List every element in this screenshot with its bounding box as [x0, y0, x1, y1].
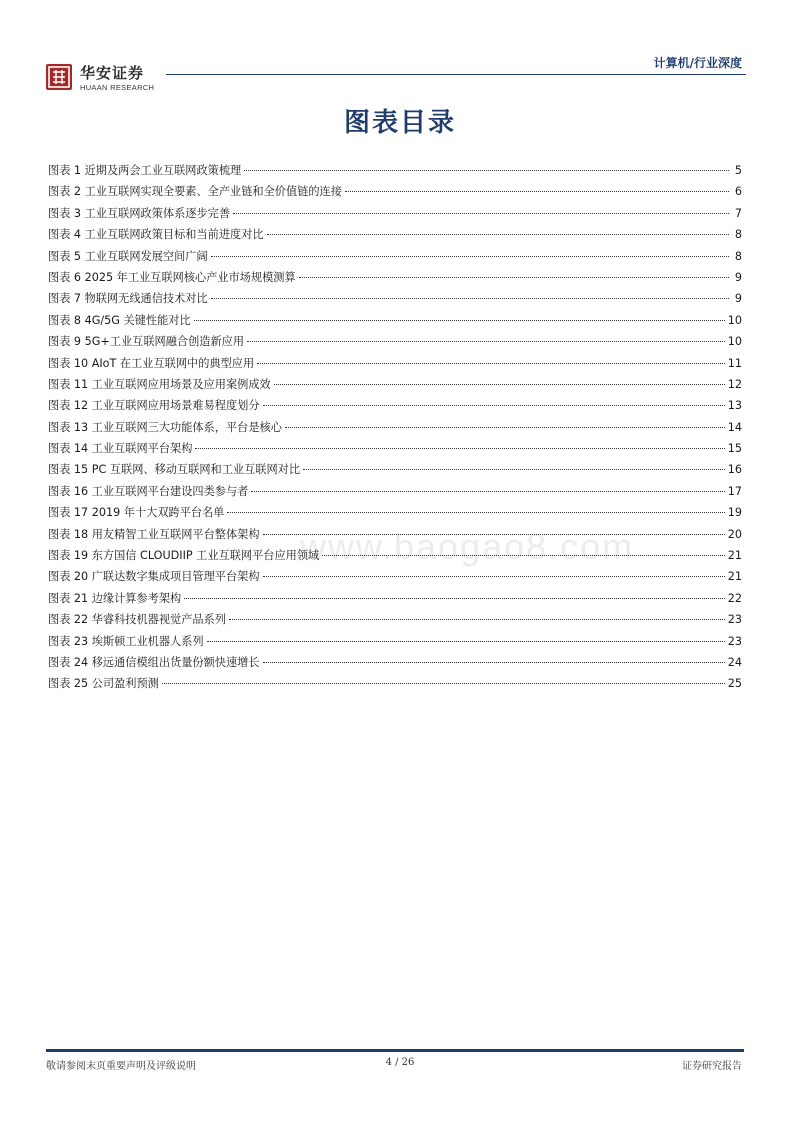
- header-divider: [166, 74, 746, 75]
- toc-entry[interactable]: [48, 395, 742, 416]
- toc-leader-dots: [247, 341, 725, 342]
- toc-entry-page: 12: [727, 377, 742, 391]
- toc-leader-dots: [263, 662, 725, 663]
- toc-entry-label: 图表 25 公司盈利预测: [48, 677, 159, 691]
- toc-entry-page: 11: [727, 356, 742, 370]
- toc-entry-label: 图表 13 工业互联网三大功能体系，平台是核心: [48, 420, 282, 434]
- toc-entry-label: 图表 6 2025 年工业互联网核心产业市场规模测算: [48, 270, 296, 284]
- toc-leader-dots: [322, 555, 725, 556]
- toc-entry[interactable]: [48, 310, 742, 331]
- toc-leader-dots: [211, 298, 729, 299]
- toc-entry[interactable]: [48, 459, 742, 480]
- toc-entry-page: 25: [727, 677, 742, 691]
- toc-entry-label: 图表 19 东方国信 CLOUDIIP 工业互联网平台应用领域: [48, 549, 320, 563]
- toc-leader-dots: [195, 448, 724, 449]
- toc-entry-page: 15: [727, 442, 742, 456]
- toc-entry-page: 17: [727, 484, 742, 498]
- toc-entry-label: 图表 3 工业互联网政策体系逐步完善: [48, 206, 231, 220]
- toc-entry[interactable]: [48, 566, 742, 587]
- footer-disclaimer: 敬请参阅末页重要声明及评级说明: [46, 1061, 196, 1072]
- toc-entry-label: 图表 1 近期及两会工业互联网政策梳理: [48, 164, 242, 177]
- toc-entry-label: 图表 9 5G+工业互联网融合创造新应用: [48, 335, 245, 349]
- toc-leader-dots: [207, 641, 725, 642]
- toc-leader-dots: [184, 598, 725, 599]
- toc-leader-dots: [211, 256, 729, 257]
- toc-leader-dots: [274, 384, 725, 385]
- toc-entry-label: 图表 7 物联网无线通信技术对比: [48, 292, 208, 306]
- toc-entry-label: 图表 20 广联达数字集成项目管理平台架构: [48, 570, 260, 584]
- toc-entry-page: 8: [734, 249, 742, 263]
- toc-entry-page: 9: [734, 292, 742, 306]
- toc-entry-page: 9: [734, 270, 742, 284]
- toc-entry-label: 图表 22 华睿科技机器视觉产品系列: [48, 613, 226, 627]
- toc-entry[interactable]: [48, 417, 742, 438]
- toc-entry-label: 图表 16 工业互联网平台建设四类参与者: [48, 484, 249, 498]
- toc-entry-label: 图表 21 边缘计算参考架构: [48, 591, 182, 605]
- toc-entry-page: 22: [727, 591, 742, 605]
- toc-entry[interactable]: [48, 267, 742, 288]
- toc-leader-dots: [251, 491, 724, 492]
- toc-entry[interactable]: [48, 652, 742, 673]
- toc-leader-dots: [345, 191, 729, 192]
- toc-entry[interactable]: [48, 181, 742, 202]
- toc-leader-dots: [233, 213, 729, 214]
- toc-leader-dots: [303, 469, 725, 470]
- toc-entry-page: 6: [734, 185, 742, 199]
- toc-leader-dots: [162, 683, 725, 684]
- toc-entry-label: 图表 14 工业互联网平台架构: [48, 442, 193, 456]
- toc-entry-page: 23: [727, 613, 742, 627]
- toc-leader-dots: [263, 534, 725, 535]
- page-title: 图表目录: [343, 108, 456, 138]
- toc-entry[interactable]: [48, 160, 742, 181]
- brand-name-cn: 华安证券: [80, 64, 145, 82]
- toc-entry[interactable]: [48, 203, 742, 224]
- toc-entry-page: 21: [727, 549, 742, 563]
- toc-entry[interactable]: [48, 631, 742, 652]
- toc-leader-dots: [257, 363, 725, 364]
- toc-entry[interactable]: [48, 545, 742, 566]
- toc-leader-dots: [299, 277, 729, 278]
- toc-entry-page: 23: [727, 634, 742, 648]
- toc-entry-label: 图表 17 2019 年十大双跨平台名单: [48, 506, 225, 520]
- toc-entry-page: 8: [734, 228, 742, 242]
- toc-entry[interactable]: [48, 588, 742, 609]
- toc-entry[interactable]: [48, 502, 742, 523]
- toc-entry-page: 7: [734, 206, 742, 220]
- toc-entry-page: 14: [727, 420, 742, 434]
- toc-entry-page: 16: [727, 463, 742, 477]
- toc-entry-page: 19: [727, 506, 742, 520]
- toc-leader-dots: [194, 320, 725, 321]
- report-category: 计算机/行业深度: [653, 56, 742, 70]
- toc-entry[interactable]: [48, 609, 742, 630]
- toc-entry-label: 图表 12 工业互联网应用场景难易程度划分: [48, 399, 260, 413]
- toc-entry[interactable]: [48, 673, 742, 694]
- toc-entry-page: 21: [727, 570, 742, 584]
- toc-entry-label: 图表 15 PC 互联网、移动互联网和工业互联网对比: [48, 463, 301, 477]
- toc-entry[interactable]: [48, 331, 742, 352]
- toc-entry[interactable]: [48, 438, 742, 459]
- toc-entry[interactable]: [48, 224, 742, 245]
- toc-entry-page: 5: [734, 164, 742, 177]
- toc-entry[interactable]: [48, 374, 742, 395]
- toc-entry-label: 图表 2 工业互联网实现全要素、全产业链和全价值链的连接: [48, 185, 342, 199]
- toc-leader-dots: [263, 576, 725, 577]
- toc-entry-label: 图表 11 工业互联网应用场景及应用案例成效: [48, 377, 271, 391]
- toc-leader-dots: [267, 234, 729, 235]
- toc-entry-label: 图表 18 用友精智工业互联网平台整体架构: [48, 527, 260, 541]
- footer-report-type: 证券研究报告: [682, 1061, 742, 1072]
- toc-entry[interactable]: [48, 524, 742, 545]
- footer-divider: [46, 1049, 744, 1052]
- toc-entry-label: 图表 10 AIoT 在工业互联网中的典型应用: [48, 356, 255, 370]
- toc-entry[interactable]: [48, 481, 742, 502]
- watermark: www.baogao8.com: [300, 526, 635, 567]
- toc-entry-label: 图表 4 工业互联网政策目标和当前进度对比: [48, 228, 264, 242]
- toc-entry-label: 图表 8 4G/5G 关键性能对比: [48, 313, 191, 327]
- huaan-logo-icon: [46, 64, 72, 90]
- toc-entry-page: 13: [727, 399, 742, 413]
- toc-entry-page: 10: [727, 335, 742, 349]
- toc-entry-label: 图表 23 埃斯顿工业机器人系列: [48, 634, 204, 648]
- toc-leader-dots: [227, 512, 724, 513]
- toc-leader-dots: [263, 405, 725, 406]
- toc-leader-dots: [229, 619, 725, 620]
- toc-leader-dots: [285, 427, 725, 428]
- table-of-figures: [48, 160, 742, 695]
- toc-entry-label: 图表 24 移远通信模组出货量份额快速增长: [48, 655, 260, 669]
- toc-entry-page: 20: [727, 527, 742, 541]
- toc-entry-page: 10: [727, 313, 742, 327]
- toc-entry[interactable]: [48, 353, 742, 374]
- brand-name-en: HUAAN RESEARCH: [80, 83, 155, 92]
- toc-leader-dots: [244, 170, 729, 171]
- toc-entry[interactable]: [48, 246, 742, 267]
- page-number: 4 / 26: [385, 1057, 415, 1068]
- toc-entry-label: 图表 5 工业互联网发展空间广阔: [48, 249, 208, 263]
- toc-entry-page: 24: [727, 655, 742, 669]
- toc-entry[interactable]: [48, 288, 742, 309]
